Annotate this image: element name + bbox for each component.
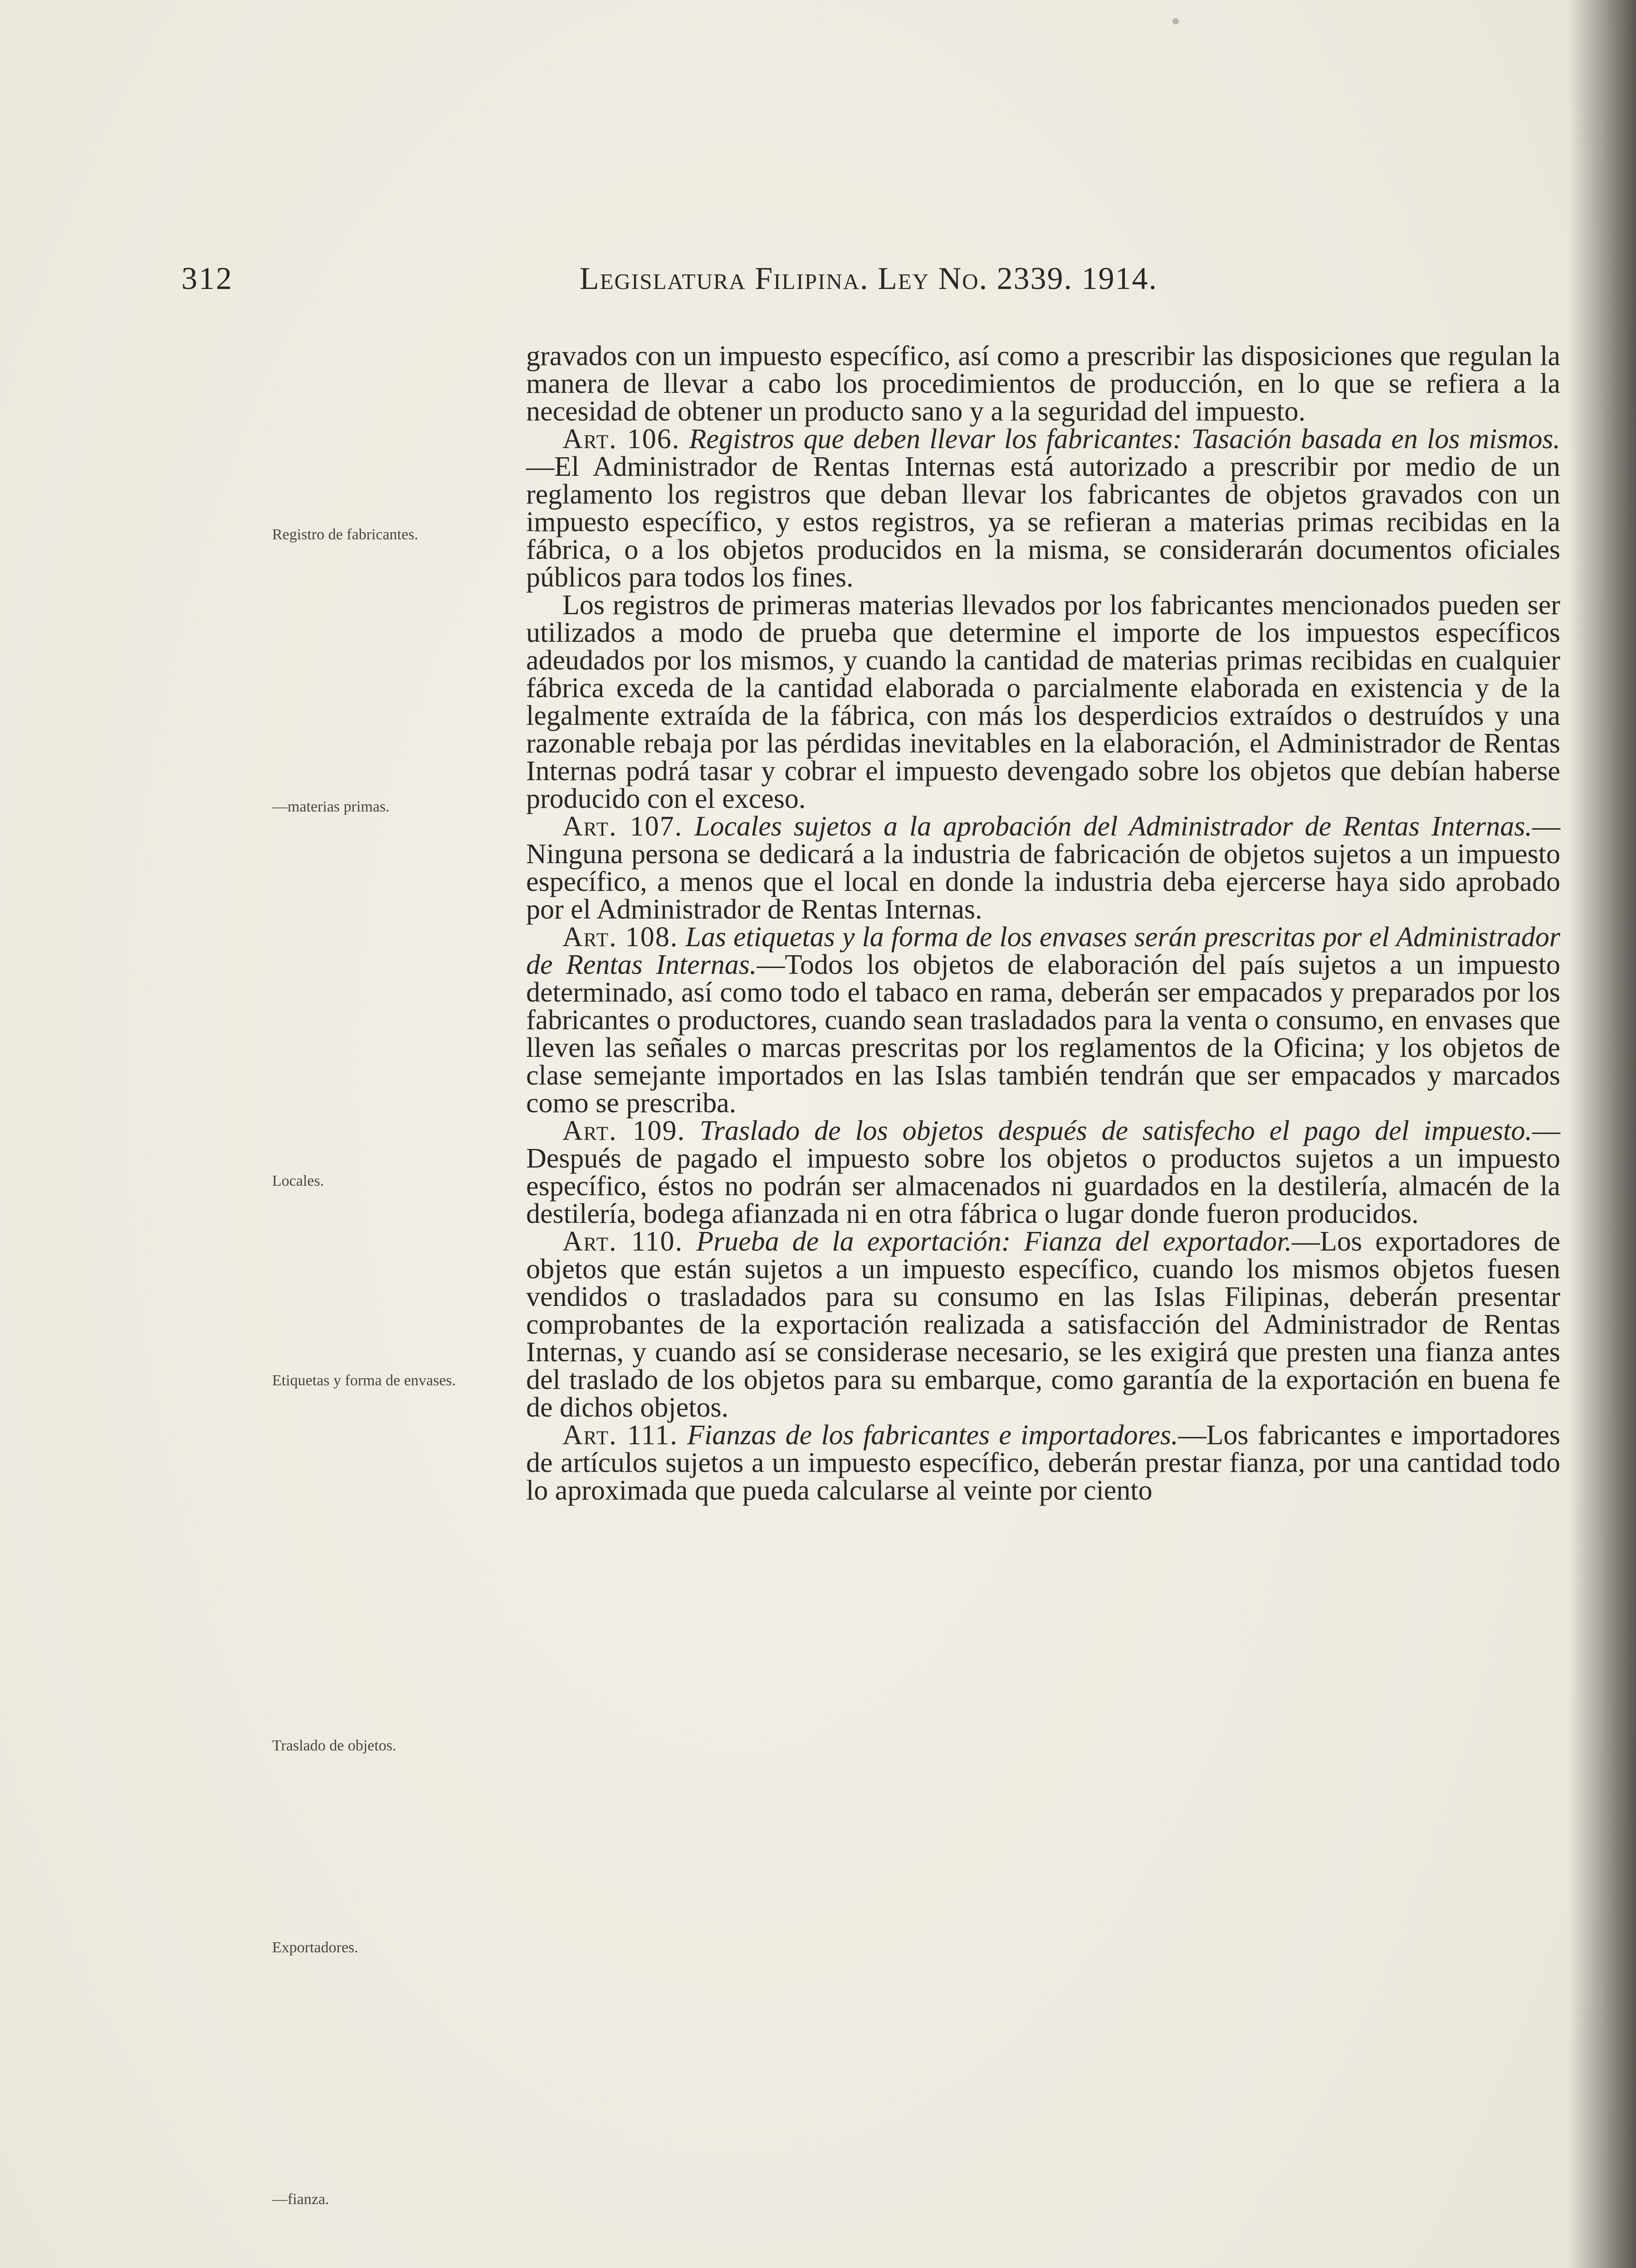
- margin-note-locales: Locales.: [272, 1173, 324, 1189]
- article-110: [526, 1228, 1560, 1422]
- article-number: Art. 111.: [562, 1420, 678, 1451]
- article-title: Prueba de la exportación: Fianza del exportador.: [696, 1226, 1292, 1257]
- page-header: [181, 261, 1556, 302]
- article-107: [526, 813, 1560, 924]
- page-number: 312: [181, 261, 233, 296]
- margin-note-exportadores: Exportadores.: [272, 1939, 358, 1956]
- continuation-paragraph: gravados con un impuesto específico, así como a prescribir las disposiciones que regulan la manera de llevar a cabo los procedimientos de producción, en lo que se refiera a la necesidad de obtener un producto sano y a la seguridad del impuesto.: [526, 341, 1560, 427]
- article-text: —Todos los objetos de elaboración del país sujetos a un impuesto determinado, así como todo el tabaco en rama, deberán ser empacados y preparados por los fabricantes o productores, cuando sean trasladados para la venta o consumo, en envases que lleven las señales o marcas prescritas por los reglamentos de la Oficina; y los objetos de clase semejante importados en las Islas también tendrán que ser empacados y marcados como se prescriba.: [526, 949, 1560, 1119]
- margin-note-materias-primas: —materias primas.: [272, 798, 390, 815]
- article-title: Fianzas de los fabricantes e importadores.: [687, 1420, 1178, 1451]
- margin-note-traslado: Traslado de objetos.: [272, 1737, 396, 1754]
- article-text: —Los exportadores de objetos que están sujetos a un impuesto específico, cuando los mismos objetos fuesen vendidos o trasladados para su consumo en las Islas Filipinas, deberán presentar comprobantes de la exportación realizada a satisfacción del Administrador de Rentas Internas, y cuando así se considerase necesario, se les exigirá que presten una fianza antes del traslado de los objetos para su embarque, como garantía de la exportación en buena fe de dichos objetos.: [526, 1226, 1560, 1423]
- article-title: Traslado de los objetos después de satisfecho el pago del impuesto.: [699, 1115, 1533, 1146]
- article-109: [526, 1117, 1560, 1228]
- article-number: Art. 108.: [562, 922, 679, 953]
- binding-shadow: [1568, 0, 1636, 2268]
- article-text: —Los fabricantes e importadores de artículos sujetos a un impuesto específico, deberán prestar fianza, por una cantidad todo lo aproximada que pueda calcularse al veinte por ciento: [526, 1420, 1561, 1506]
- running-head: Legislatura Filipina. Ley No. 2339. 1914.: [579, 261, 1158, 296]
- scan-speck: [1172, 18, 1179, 24]
- article-number: Art. 109.: [562, 1115, 685, 1146]
- article-number: Art. 106.: [562, 424, 680, 455]
- article-text: —Después de pagado el impuesto sobre los objetos o productos sujetos a un impuesto específico, éstos no podrán ser almacenados ni guardados en la destilería, almacén de la destilería, bodega afianzada ni en otra fábrica o lugar donde fueron producidos.: [526, 1115, 1561, 1229]
- article-number: Art. 110.: [562, 1226, 683, 1257]
- article-106-materias-primas: Los registros de primeras materias llevados por los fabricantes mencionados pueden ser utilizados a modo de prueba que determine el importe de los impuestos específicos adeudados por los mismos, y cuando la cantidad de materias primas recibidas en cualquier fábrica exceda de la cantidad elaborada o parcialmente elaborada en existencia y de la legalmente extraída de la fábrica, con más los desperdicios extraídos o destruídos y una razonable rebaja por las pérdidas inevitables en la elaboración, el Administrador de Rentas Internas podrá tasar y cobrar el impuesto devengado sobre los objetos que debían haberse producido con el exceso.: [526, 590, 1560, 814]
- article-number: Art. 107.: [562, 811, 683, 842]
- article-106: [526, 425, 1560, 591]
- article-111: [526, 1422, 1560, 1505]
- margin-note-registro: Registro de fabricantes.: [272, 526, 418, 543]
- article-text: —Ninguna persona se dedicará a la industria de fabricación de objetos sujetos a un impuesto específico, a menos que el local en donde la industria deba ejercerse haya sido aprobado por el Administrador de Rentas Internas.: [526, 811, 1561, 925]
- article-title: Las etiquetas y la forma de los envases serán prescritas por el Administrador de Rentas Internas.: [526, 922, 1561, 980]
- article-text: —El Administrador de Rentas Internas está autorizado a prescribir por medio de un reglamento los registros que deban llevar los fabricantes de objetos gravados con un impuesto específico, y estos registros, ya se refieran a materias primas recibidas en la fábrica, o a los objetos producidos en la misma, se considerarán documentos oficiales públicos para todos los fines.: [526, 451, 1560, 593]
- margin-note-etiquetas: Etiquetas y forma de envases.: [272, 1372, 456, 1389]
- body-text: [526, 342, 1560, 1505]
- article-108: [526, 924, 1560, 1117]
- article-title: Registros que deben llevar los fabricantes: Tasación basada en los mismos.: [689, 424, 1561, 455]
- article-title: Locales sujetos a la aprobación del Administrador de Rentas Internas.: [694, 811, 1533, 842]
- margin-note-fianza: —fianza.: [272, 2191, 329, 2208]
